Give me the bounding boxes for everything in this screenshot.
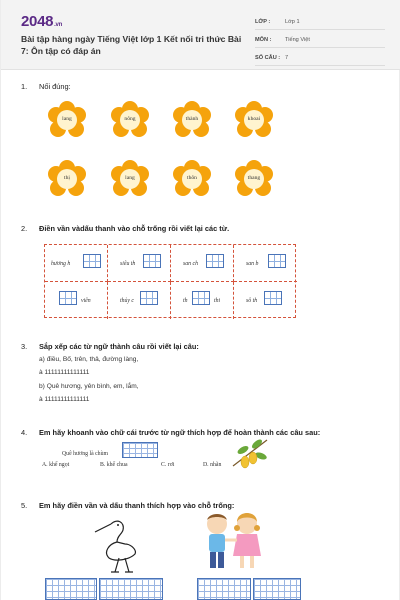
writing-grid[interactable]	[45, 578, 97, 600]
question-5	[21, 501, 234, 510]
question-1	[21, 82, 71, 91]
question-number: 1.	[21, 82, 28, 91]
meta-value: 7	[285, 54, 289, 61]
star-fruit-branch-icon	[231, 436, 269, 472]
flower-label: lang	[62, 116, 72, 122]
question-text: Em hãy điền vần và dấu thanh thích hợp vào chỗ trống:	[39, 501, 235, 510]
option-c[interactable]: C. rơi	[161, 462, 175, 468]
writing-grid[interactable]	[99, 578, 163, 600]
vowel-cell[interactable]	[171, 245, 234, 282]
fill-sentence: Quê hương là chùm	[62, 451, 108, 457]
flower-item[interactable]	[110, 160, 150, 200]
site-logo[interactable]: 2048.vn	[21, 13, 62, 30]
question-text: Nối đúng:	[39, 82, 71, 91]
meta-row-subject	[255, 32, 385, 48]
meta-value: Lớp 1	[285, 18, 300, 25]
word-fragment: thủy c	[120, 298, 135, 304]
answer-line-b[interactable]: à 11111111111111	[39, 396, 90, 403]
writing-grid[interactable]	[268, 254, 286, 268]
word-fragment: thi	[214, 298, 221, 304]
meta-key: SỐ CÂU :	[255, 54, 281, 61]
meta-key: MÔN :	[255, 36, 272, 43]
answer-line-a[interactable]: à 11111111111111	[39, 369, 90, 376]
word-fragment: viên	[81, 298, 91, 304]
flower-label: thị	[64, 175, 70, 181]
vowel-cell[interactable]	[108, 245, 171, 282]
question-text: Sắp xếp các từ ngữ thành câu rồi viết lại câu:	[39, 342, 199, 351]
writing-grid[interactable]	[264, 291, 282, 305]
meta-row-class	[255, 14, 385, 30]
writing-grid[interactable]	[59, 291, 77, 305]
flower-label: thôn	[187, 175, 197, 181]
meta-key: LỚP :	[255, 18, 271, 25]
question-number: 2.	[21, 224, 28, 233]
option-d[interactable]: D. nhãn	[203, 462, 222, 468]
writing-grid[interactable]	[197, 578, 251, 600]
flower-label: thành	[185, 116, 199, 122]
flower-item[interactable]	[234, 160, 274, 200]
vowel-table	[44, 244, 296, 318]
vowel-cell[interactable]	[171, 282, 234, 319]
vowel-cell[interactable]	[234, 282, 297, 319]
worksheet-header	[1, 0, 400, 70]
flower-item[interactable]	[172, 101, 212, 141]
writing-grid[interactable]	[143, 254, 161, 268]
flower-label: nông	[124, 116, 136, 122]
flower-item[interactable]	[110, 101, 150, 141]
flower-item[interactable]	[172, 160, 212, 200]
word-fragment: san b	[246, 261, 259, 267]
children-icon	[197, 510, 269, 576]
vowel-cell[interactable]	[234, 245, 297, 282]
flower-label: khoai	[247, 116, 261, 122]
word-fragment: san ch	[183, 261, 198, 267]
writing-grid[interactable]	[192, 291, 210, 305]
question-number: 4.	[21, 428, 28, 437]
sentence-b: b) Quê hương, yên bình, em, lắm,	[39, 383, 139, 390]
flower-label: thang	[247, 175, 261, 181]
writing-grid[interactable]	[122, 442, 158, 458]
vowel-cell[interactable]	[45, 245, 108, 282]
worksheet-title: Bài tập hàng ngày Tiếng Việt lớp 1 Kết nối tri thức Bài 7: Ôn tập có đáp án	[21, 34, 242, 56]
option-a[interactable]: A. khế ngọt	[42, 462, 70, 468]
sentence-a: a) điều, Bố, trên, thả, đường làng,	[39, 356, 139, 363]
flower-item[interactable]	[234, 101, 274, 141]
writing-grid[interactable]	[140, 291, 158, 305]
flower-item[interactable]	[47, 160, 87, 200]
writing-grid[interactable]	[206, 254, 224, 268]
worksheet-meta	[255, 14, 385, 68]
question-2	[21, 224, 229, 233]
question-text: Em hãy khoanh vào chữ cái trước từ ngữ thích hợp để hoàn thành các câu sau:	[39, 428, 321, 437]
option-b[interactable]: B. khế chua	[100, 462, 128, 468]
word-fragment: siêu th	[120, 261, 136, 267]
question-text: Điền vần vàdấu thanh vào chỗ trống rồi viết lại các từ.	[39, 224, 230, 233]
vowel-cell[interactable]	[45, 282, 108, 319]
vowel-cell[interactable]	[108, 282, 171, 319]
word-fragment: sô th	[246, 298, 258, 304]
flower-label: lang	[125, 175, 135, 181]
question-4	[21, 428, 320, 437]
writing-grid[interactable]	[253, 578, 301, 600]
stork-icon	[89, 514, 149, 574]
word-fragment: th	[183, 298, 188, 304]
meta-row-count	[255, 50, 385, 66]
meta-value: Tiếng Việt	[285, 36, 310, 43]
question-3	[21, 342, 199, 351]
question-number: 3.	[21, 342, 28, 351]
writing-grid[interactable]	[83, 254, 101, 268]
flower-item[interactable]	[47, 101, 87, 141]
word-fragment: hương h	[51, 261, 71, 267]
question-number: 5.	[21, 501, 28, 510]
